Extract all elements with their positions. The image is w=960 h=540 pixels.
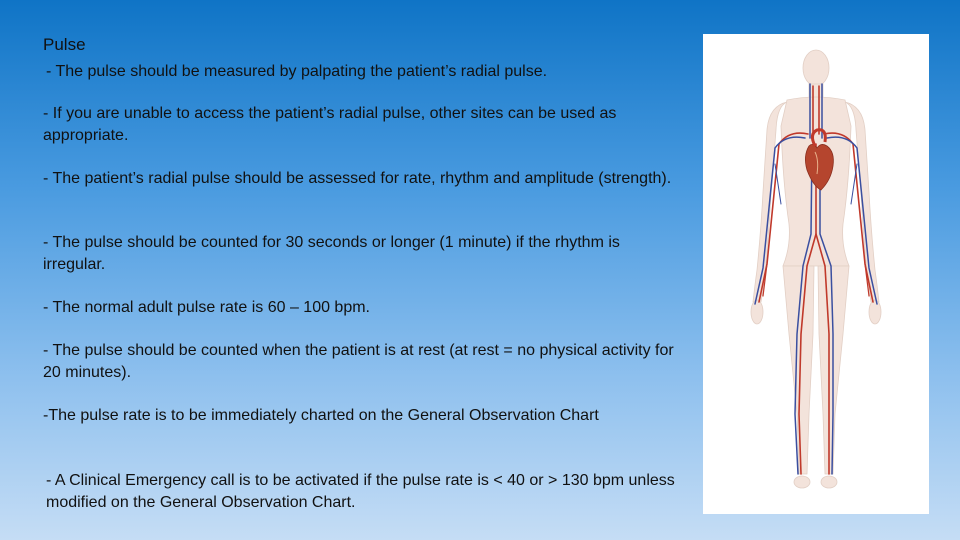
slide-title: Pulse [43, 35, 86, 54]
bullet-rate-rhythm-amplitude: - The patient’s radial pulse should be assessed for rate, rhythm and amplitude (strength). [43, 170, 672, 187]
body-silhouette [751, 50, 881, 488]
bullet-radial-pulse: - The pulse should be measured by palpating the patient’s radial pulse. [46, 63, 548, 80]
circulatory-system-illustration-icon [703, 34, 929, 514]
bullet-other-sites: - If you are unable to access the patient’s radial pulse, other sites can be used as appropriate. [43, 105, 617, 144]
bullet-normal-rate: - The normal adult pulse rate is 60 – 100 bpm. [43, 299, 370, 316]
bullet-count-duration: - The pulse should be counted for 30 seconds or longer (1 minute) if the rhythm is irregular. [43, 234, 620, 273]
bullet-chart-pulse: -The pulse rate is to be immediately charted on the General Observation Chart [43, 407, 599, 424]
bullet-at-rest: - The pulse should be counted when the patient is at rest (at rest = no physical activity for 20 minutes). [43, 342, 674, 381]
circulatory-system-figure [703, 34, 929, 514]
bullet-emergency-call: - A Clinical Emergency call is to be activated if the pulse rate is < 40 or > 130 bpm unless modified on the General Observation Chart. [46, 472, 675, 511]
arteries [759, 86, 873, 474]
